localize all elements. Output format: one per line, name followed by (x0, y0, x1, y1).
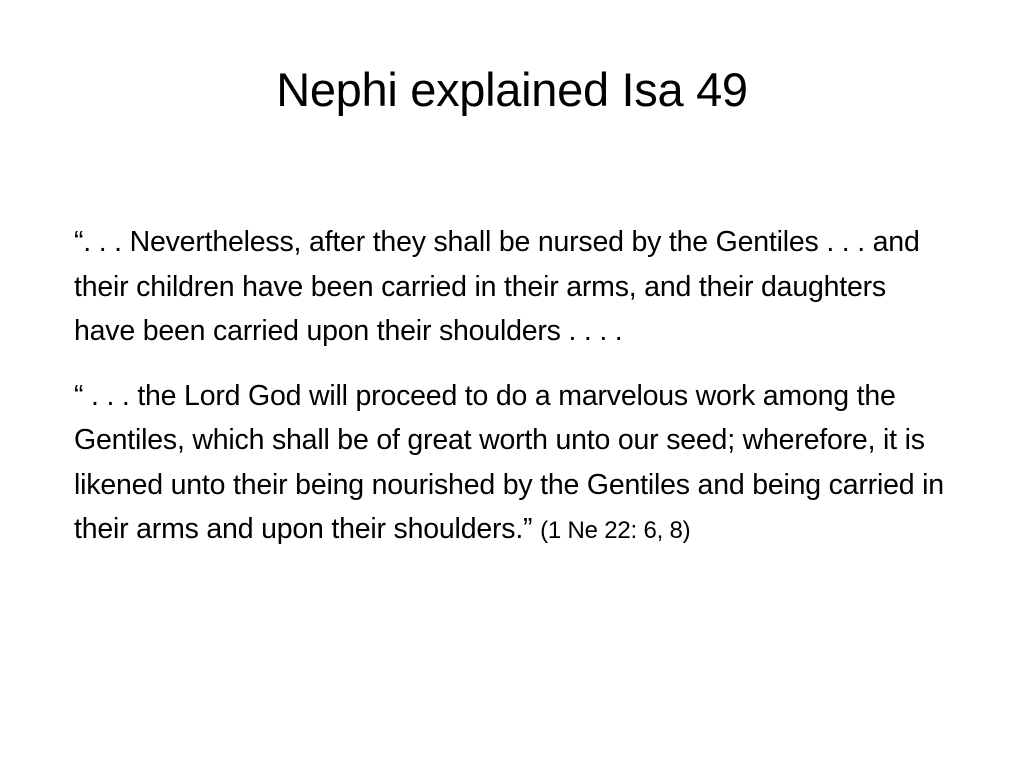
quote-text-2: “ . . . the Lord God will proceed to do a marvelous work among the Gentiles, which shall be of great worth unto our seed; wherefore, it is likened unto their being nourished by the Gentiles and being carried in their arms and upon their shoulders.” (74, 379, 944, 545)
quote-paragraph-1 (74, 220, 944, 354)
quote-paragraph-2 (74, 374, 944, 554)
slide-body (74, 220, 944, 574)
slide-title: Nephi explained Isa 49 (276, 63, 748, 116)
scripture-citation: (1 Ne 22: 6, 8) (540, 517, 691, 544)
quote-text-1: “. . . Nevertheless, after they shall be nursed by the Gentiles . . . and their children have been carried in their arms, and their daughters have been carried upon their shoulders . . . . (74, 226, 920, 347)
